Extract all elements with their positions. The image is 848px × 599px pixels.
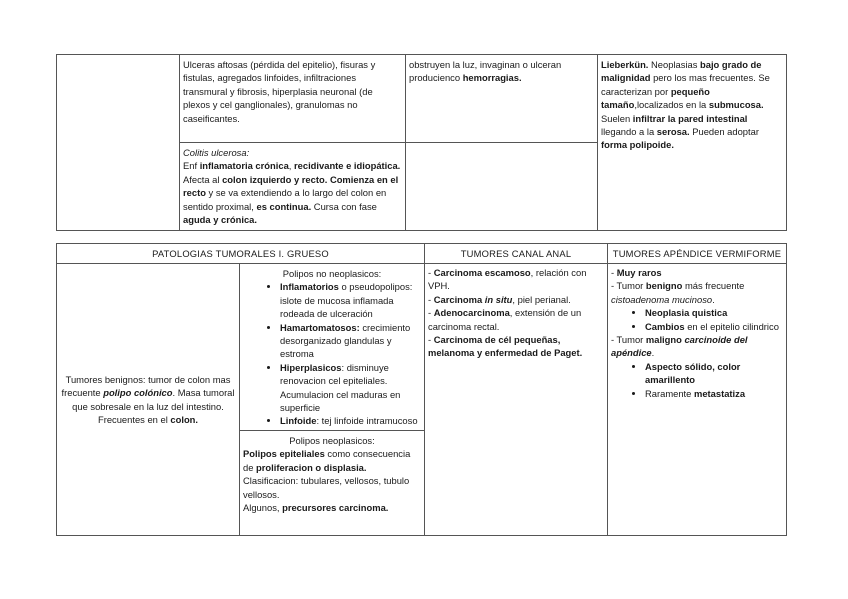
list-item — [645, 387, 783, 400]
anal-line-2 — [428, 293, 604, 306]
dash: - — [428, 293, 434, 305]
colitis-text-j: es continua. — [256, 200, 312, 212]
colitis-text-b: inflamatoria crónica — [199, 160, 289, 172]
benign-text-a: Tumores benignos: tumor de colon mas frecuente — [61, 373, 231, 399]
tumor-text-3: bajo grado de malignidad — [601, 59, 762, 84]
neoplastic-line-3 — [243, 501, 421, 514]
anal-line-1 — [428, 266, 604, 293]
colitis-complications-cell — [406, 143, 598, 231]
list-item — [645, 320, 783, 333]
item-bold: Inflamatorios — [280, 281, 339, 293]
item-bold: Neoplasia quistica — [645, 307, 728, 319]
anal-bold-italic: in situ — [484, 293, 513, 305]
colitis-text-k: Cursa con fase — [311, 200, 377, 212]
appendix-text: más frecuente — [682, 280, 745, 292]
dash: - — [428, 307, 434, 319]
neo-text-b: como consecuencia de — [243, 448, 411, 473]
item-bold: Aspecto sólido, color amarillento — [645, 360, 741, 386]
appendix-bold: Muy raros — [616, 267, 662, 278]
neo-bold-c: proliferacion o displasia. — [256, 461, 367, 473]
appendix-italic: cistoadenoma mucinoso — [611, 293, 713, 305]
dash: - — [428, 334, 434, 346]
crohn-lesions-text: Ulceras aftosas (pérdida del epitelio), fisuras y fistulas, agregados linfoides, infiltraciones transmural y fibrosis, hiperplasia neuronal (de plexos y cel ganglionales), granulomas no caseificantes. — [183, 59, 376, 124]
tumor-text-10: llegando a la — [601, 126, 657, 138]
anal-line-3 — [428, 306, 604, 333]
appendix-bold: benigno — [645, 280, 683, 292]
appendix-text: . — [712, 293, 715, 305]
header-anal-canal: TUMORES CANAL ANAL — [425, 244, 608, 264]
appendix-text: - Tumor — [611, 334, 646, 346]
anal-line-4 — [428, 333, 604, 360]
tumor-text-1: Lieberkün. — [601, 59, 649, 70]
appendix-line-1 — [611, 266, 783, 279]
neoplastic-polyps — [240, 431, 424, 516]
appendix-benign-list — [611, 306, 783, 333]
dash: - — [428, 267, 434, 278]
colitis-text-c: , — [288, 160, 294, 172]
appendix-text: - Tumor — [611, 280, 646, 292]
benign-text-c: . Masa tumoral que sobresale en la luz del intestino. Frecuentes en el — [72, 387, 235, 425]
tumor-text-11: serosa. — [656, 126, 690, 138]
anal-text: , extensión de un carcinoma rectal. — [428, 307, 582, 332]
list-item — [645, 360, 783, 387]
non-neoplastic-title: Polipos no neoplasicos: — [282, 268, 382, 279]
colitis-text-i: y se va extendiendo a lo largo del colon en sentido proximal, — [183, 187, 387, 212]
tumor-text-7: submucosa. — [708, 99, 764, 111]
appendix-line-2 — [611, 279, 783, 306]
list-item — [280, 321, 421, 361]
appendix-text: . — [651, 347, 655, 359]
colitis-title: Colitis ulcerosa: — [183, 147, 250, 158]
neo-bold-a: Polipos epiteliales — [243, 448, 325, 460]
polyps-cell — [240, 264, 425, 536]
item-bold: Hamartomatosos: — [280, 321, 360, 333]
colitis-cell — [180, 143, 406, 231]
tumor-text-13: forma polipoide. — [601, 139, 674, 151]
item-text: o pseudopolipos: islote de mucosa inflamada rodeada de ulceración — [280, 281, 413, 320]
tumor-pathology-table — [56, 243, 787, 536]
appendix-bold: maligno — [645, 334, 682, 346]
empty-cell — [57, 55, 180, 231]
colitis-text-d: recidivante e idiopática. — [294, 160, 401, 172]
item-bold: Hiperplasicos — [280, 361, 342, 373]
benign-tumors-cell — [57, 264, 240, 536]
tumor-text-6: ,localizados en la — [634, 99, 709, 111]
appendix-cell — [608, 264, 787, 536]
item-bold: Linfoide — [280, 415, 317, 427]
neo-bold-f: precursores carcinoma. — [282, 501, 389, 513]
colitis-text-e: Afecta al — [183, 173, 223, 185]
neoplastic-line-1 — [243, 447, 421, 474]
item-text: : disminuye renovacion cel epiteliales. Acumulacion cel maduras en superficie — [280, 361, 401, 414]
header-colon-tumors: PATOLOGIAS TUMORALES I. GRUESO — [57, 244, 425, 264]
crohn-complications-cell — [406, 55, 598, 143]
complications-text: obstruyen la luz, invaginan o ulceran producienco — [409, 59, 562, 84]
item-text: crecimiento desorganizado glandulas y estroma — [280, 321, 411, 360]
complications-bold: hemorragias. — [462, 72, 522, 84]
list-item — [280, 280, 421, 320]
list-item — [280, 361, 421, 415]
item-text: : tej linfoide intramucoso — [316, 415, 418, 427]
ibd-table — [56, 54, 787, 231]
neoplastic-title: Polipos neoplasicos: — [289, 434, 375, 446]
tumor-text-2: Neoplasias — [648, 59, 700, 70]
tumor-text-9: infiltrar la pared intestinal — [632, 112, 748, 124]
item-text: Raramente — [645, 387, 694, 399]
appendix-line-3 — [611, 333, 783, 360]
item-bold: Cambios — [645, 320, 685, 332]
appendix-bold-italic: carcinoide del apéndice — [611, 334, 748, 359]
crohn-lesions-cell — [180, 55, 406, 143]
benign-text-b: polipo colónico — [103, 387, 173, 399]
tumor-text-4: pero los mas frecuentes. Se caracterizan por — [601, 72, 770, 97]
neoplastic-line-2: Clasificacion: tubulares, vellosos, tubulo vellosos. — [243, 475, 410, 500]
anal-text: , piel perianal. — [512, 293, 571, 305]
non-neoplastic-polyps — [240, 264, 424, 431]
item-bold: metastatiza — [693, 387, 746, 399]
list-item — [645, 306, 783, 319]
anal-bold: Carcinoma escamoso — [433, 267, 531, 278]
tumor-text-8: Suelen — [601, 112, 633, 124]
appendix-malignant-list — [611, 360, 783, 400]
colitis-text-l: aguda y crónica. — [183, 214, 257, 226]
list-item — [280, 414, 421, 427]
item-text: en el epitelio cilindrico — [684, 320, 779, 332]
neo-text-e: Algunos, — [243, 501, 283, 513]
dash: - — [611, 267, 617, 278]
anal-text: , relación con VPH. — [428, 267, 587, 292]
tumor-text-12: Pueden adoptar — [689, 126, 759, 138]
colitis-text-a: Enf — [183, 160, 200, 172]
tumor-text-5: pequeño tamaño — [601, 85, 710, 111]
anal-bold: Carcinoma de cél pequeñas, melanoma y enfermedad de Paget. — [428, 334, 583, 359]
header-appendix: TUMORES APÉNDICE VERMIFORME — [608, 244, 787, 264]
intestinal-tumors-cell — [598, 55, 787, 231]
benign-text-d: colon. — [170, 413, 199, 425]
colitis-text-h: Comienza en el recto — [183, 173, 399, 199]
anal-bold: Carcinoma — [433, 293, 485, 305]
non-neoplastic-list — [243, 280, 421, 427]
colitis-text-f: colon izquierdo y recto. — [222, 173, 328, 185]
anal-bold: Adenocarcinoma — [433, 307, 510, 319]
anal-canal-cell — [425, 264, 608, 536]
